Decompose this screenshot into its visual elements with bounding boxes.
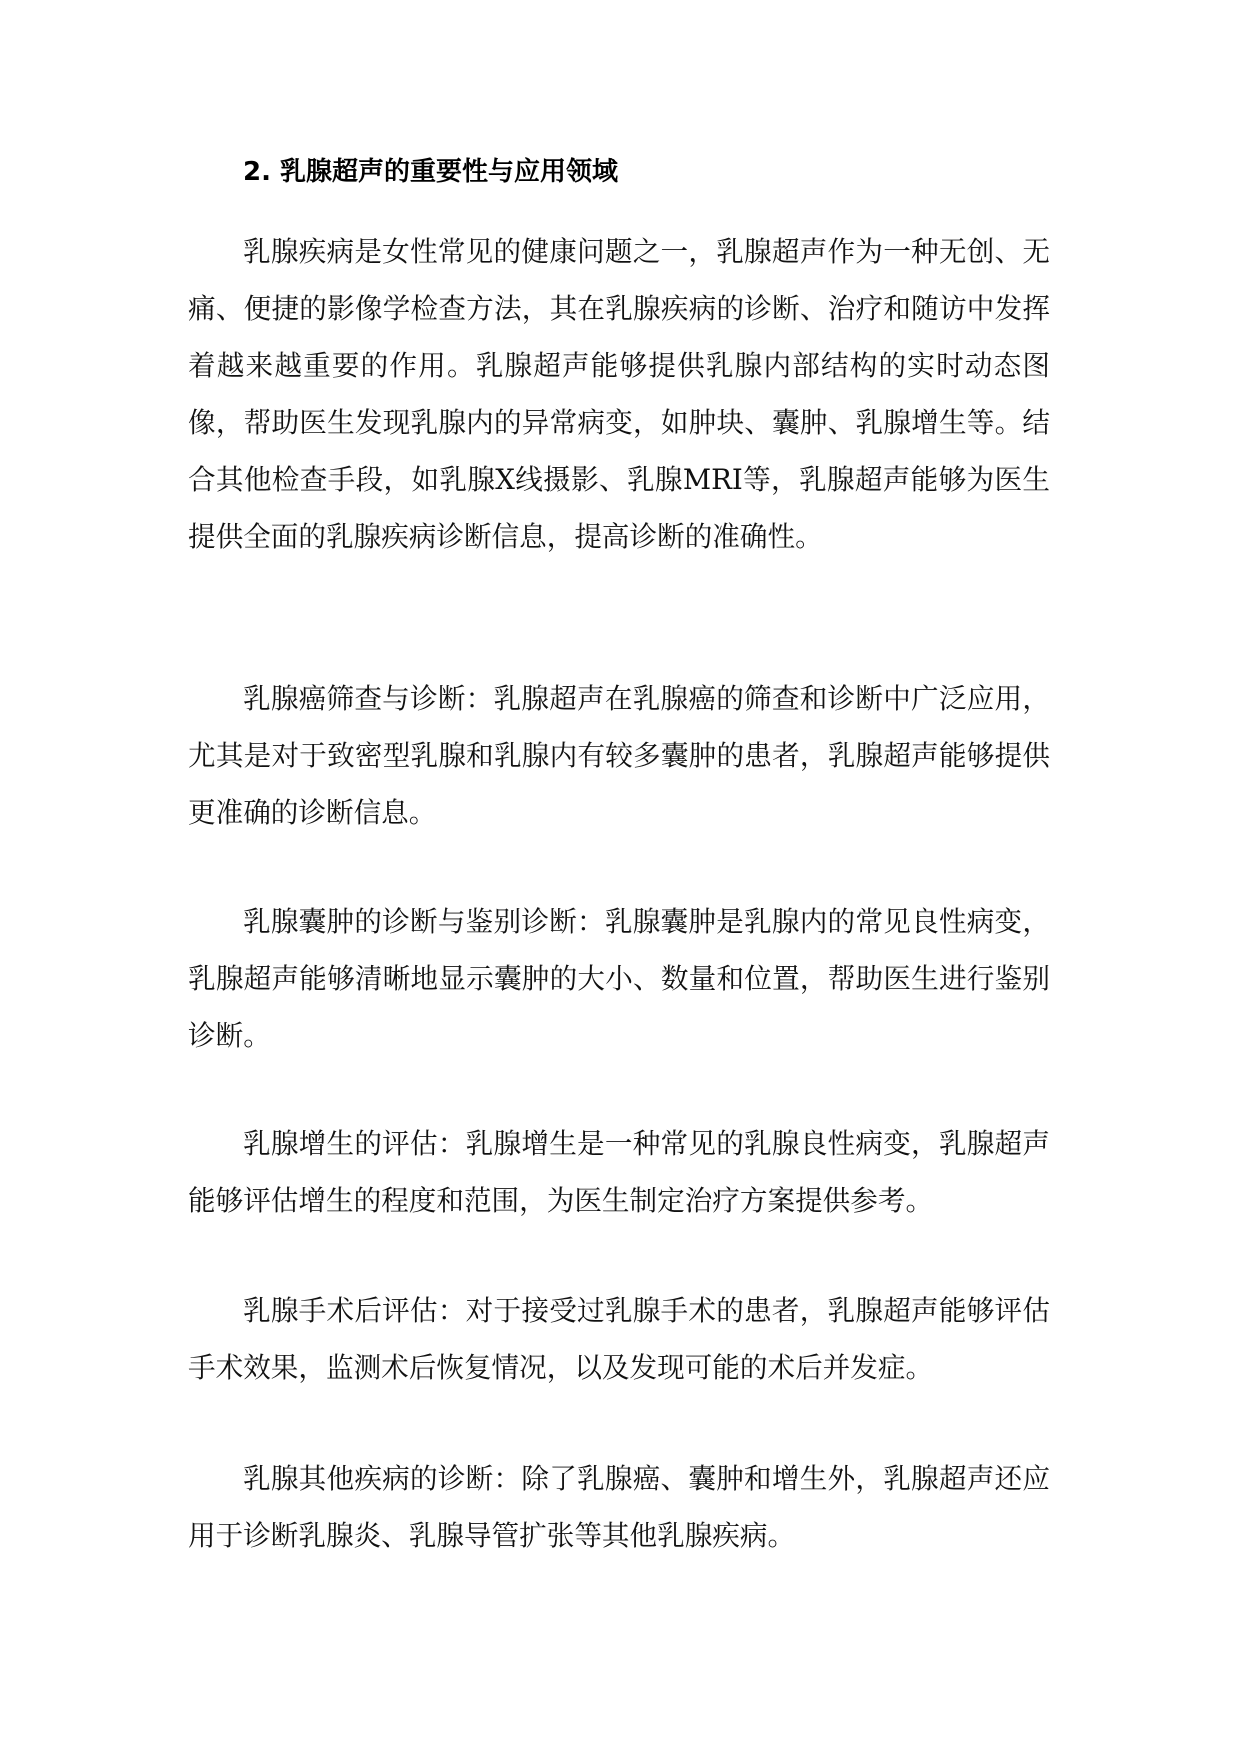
paragraph-postoperative-assessment: 乳腺手术后评估：对于接受过乳腺手术的患者，乳腺超声能够评估手术效果，监测术后恢复情况，以及发现可能的术后并发症。	[188, 1294, 1050, 1384]
paragraph-hyperplasia-assessment: 乳腺增生的评估：乳腺增生是一种常见的乳腺良性病变，乳腺超声能够评估增生的程度和范围，为医生制定治疗方案提供参考。	[188, 1127, 1050, 1217]
paragraph-cancer-screening: 乳腺癌筛查与诊断：乳腺超声在乳腺癌的筛查和诊断中广泛应用，尤其是对于致密型乳腺和乳腺内有较多囊肿的患者，乳腺超声能够提供更准确的诊断信息。	[188, 682, 1050, 829]
section-heading: 2. 乳腺超声的重要性与应用领域	[243, 157, 619, 187]
paragraph-cyst-diagnosis: 乳腺囊肿的诊断与鉴别诊断：乳腺囊肿是乳腺内的常见良性病变，乳腺超声能够清晰地显示囊肿的大小、数量和位置，帮助医生进行鉴别诊断。	[188, 905, 1050, 1052]
paragraph-intro: 乳腺疾病是女性常见的健康问题之一，乳腺超声作为一种无创、无痛、便捷的影像学检查方法，其在乳腺疾病的诊断、治疗和随访中发挥着越来越重要的作用。乳腺超声能够提供乳腺内部结构的实时动态图像，帮助医生发现乳腺内的异常病变，如肿块、囊肿、乳腺增生等。结合其他检查手段，如乳腺X线摄影、乳腺MRI等，乳腺超声能够为医生提供全面的乳腺疾病诊断信息，提高诊断的准确性。	[188, 235, 1050, 553]
paragraph-other-diseases: 乳腺其他疾病的诊断：除了乳腺癌、囊肿和增生外，乳腺超声还应用于诊断乳腺炎、乳腺导管扩张等其他乳腺疾病。	[188, 1462, 1050, 1552]
